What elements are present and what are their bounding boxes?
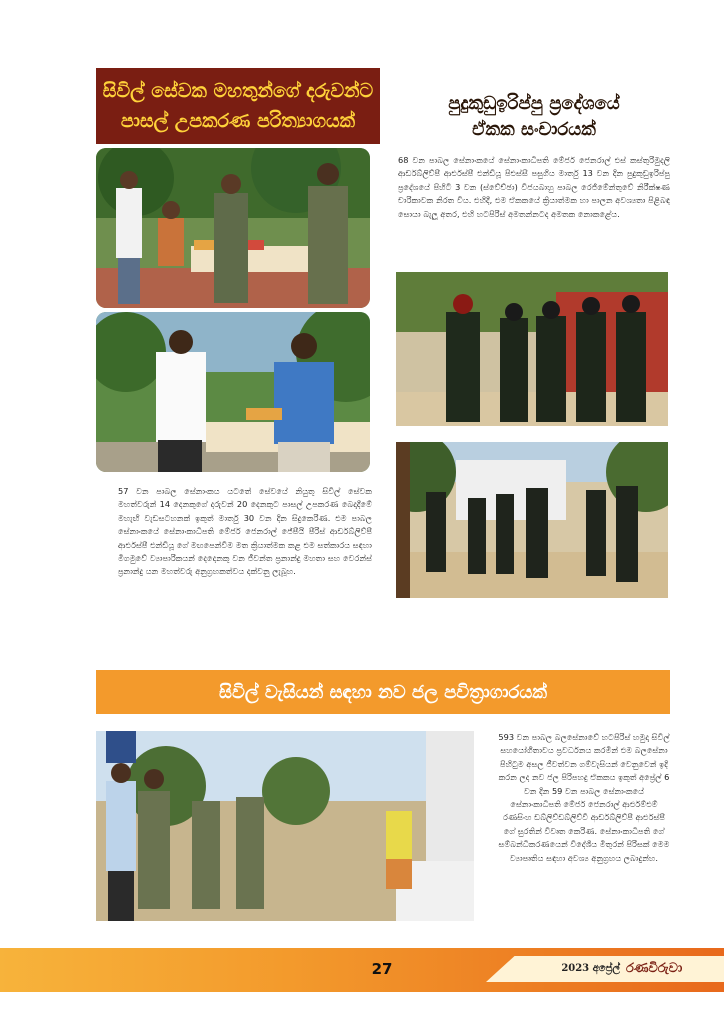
photo-equipment-handover-2: [96, 312, 370, 472]
article2-heading: [398, 88, 670, 146]
article2-body: 68 වන පාබල සේනාංකයේ සේනාංකාධිපති මේජර් ජෙනරාල් එස් කස්තුරිමුදලි ආර්ඩබ්ලිව්පී ආර්එස්පී එන්ඩීයූ පිඑස්සී පසුගිය මාර්තු 13 වන දින පුදුකුඩුඉරිප්පු ප්‍රදේශයේ පිහිටි 3 වන (ස්වේච්ඡා) විජයබාහු පාබල රෙජිමේන්තුවේ නිරීක්ෂණ චාරිකාවක නිරත විය. එහිදී, එම ඒකකයේ ක්‍රියාත්මක හා පාලන අවශ්‍යතා පිළිබඳ සොයා බැලූ අතර, එහි හටපිරිස් අමතන්නටද අමතක නොකළේය.: [398, 155, 670, 219]
photo-unit-visit-2: [396, 442, 668, 598]
photo-unit-visit-1: [396, 272, 668, 426]
article1-body: 57 වන පාබල සේනාංකය යටතේ සේවයේ නියුතු සිවිල් සේවක මහත්වරුන් 14 දෙනකුගේ දරුවන් 20 දෙනකුට පාසල් උපකරණ බෙදාදීමේ මහැඟි වැඩසටහනක් ඉකුත් මාර්තු 30 වන දින සිදුකෙරිණ. එම පාබල සේනාංකයේ සේනාංකාධිපති මේජර් ජෙනරාල් ජේපීයි පීරිස් ආර්ඩබ්ලිව්පී ආර්එස්පී එන්ඩීයූ ගේ මඟපෙන්වීම මත ක්‍රියාත්මක කළ එම සත්කාරය සඳහා මීගමුවේ ව්‍යාපාරිකයන් දෙදෙනකු වන ජීවන්ත ප්‍රනාන්දු මහතා සහ වෙරන්ස් ප්‍රනාන්දු යන මහත්වරු අනුග්‍රහකත්වය දක්වනු ලැබූහ.: [118, 486, 372, 577]
article2-title-line1: පුදුකුඩුඉරිප්පු ප්‍රදේශයේ: [448, 93, 620, 114]
magazine-name: රණවිරුවා: [626, 961, 683, 976]
article1-title-line1: සිවිල් සේවක මහතුන්ගේ දරුවන්ට: [102, 80, 374, 102]
photo-water-plant-opening: [96, 731, 474, 921]
page-number: 27: [371, 960, 393, 978]
article1-heading: [96, 68, 380, 144]
photo-equipment-handover-1: [96, 148, 370, 308]
issue-date: 2023 අප්‍රේල්: [561, 963, 620, 974]
article3-heading: සිවිල් වැසියන් සඳහා නව ජල පවිත්‍රාගාරයක්: [96, 670, 670, 714]
article1-title-line2: පාසල් උපකරණ පරිත්‍යාගයක්: [120, 110, 356, 132]
article2-title-line2: ඒකක සංචාරයක්: [472, 119, 596, 140]
article3-body: 593 වන පාබල බලසේනාවේ හටපිරිස් හමුදා සිවිල් සහයෝගීතාවය ප්‍රවර්ධනය කරමින් එම බලසේනා පිහිටුම අසල ජීවත්වන ගම්වැසියන් වෙනුවෙන් ඉදි කරන ලද නව ජල පිරිපහදු ඒකකය ඉකුත් අප්‍රේල් 6 වන දින 59 වන පාබල සේනාංකයේ සේනාංකාධිපති මේජර් ජෙනරාල් ආර්එම්එම් රණසිංහ ඩබ්ලිව්ඩබ්ලිව්වී ආර්ඩබ්ලිව්පී ආර්එස්පී ගේ සුරතින් විවෘත කෙරිණ. සේනාංකාධිපති ගේ සම්බන්ධීකරණයෙන් විදේශීය මිතුරන් පිරිසක් මෙම ව්‍යාපෘතිය සඳහා අවශ්‍ය අනුග්‍රහය ලබාදුන්හ.: [498, 732, 670, 863]
